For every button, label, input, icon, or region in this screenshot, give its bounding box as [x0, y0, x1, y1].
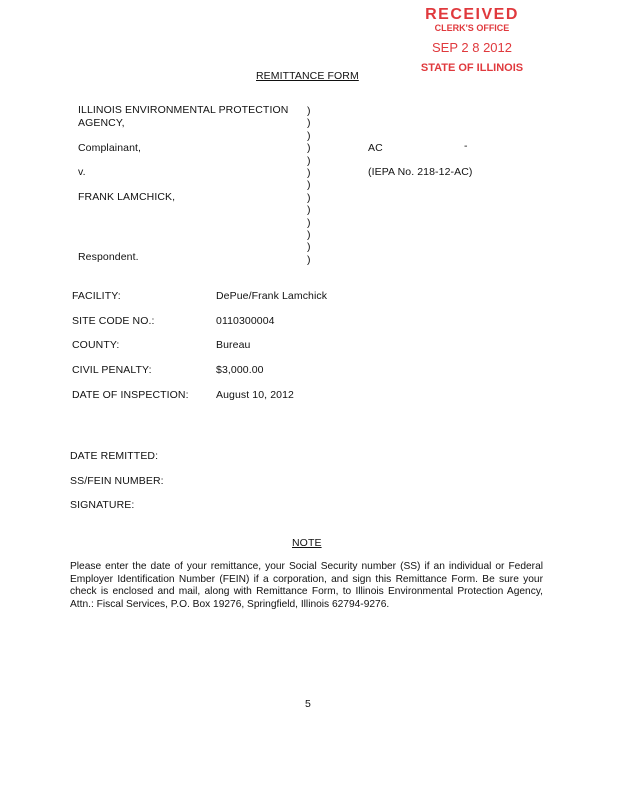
field-label: DATE OF INSPECTION: — [72, 389, 189, 401]
agency-name-line2: AGENCY, — [78, 117, 125, 129]
field-value: $3,000.00 — [216, 364, 264, 376]
paren: ) — [307, 191, 311, 204]
stamp-office-text: CLERK'S OFFICE — [434, 23, 510, 33]
paren: ) — [307, 117, 311, 130]
iepa-number: (IEPA No. 218-12-AC) — [368, 166, 473, 178]
stamp-date-text: SEP 2 8 2012 — [432, 40, 512, 55]
field-value: 0110300004 — [216, 315, 275, 327]
paren: ) — [307, 216, 311, 229]
page-number: 5 — [305, 698, 311, 710]
respondent-label: Respondent. — [78, 251, 139, 263]
stamp-received-text: RECEIVED — [425, 6, 519, 23]
case-number-dash: - — [464, 140, 468, 152]
note-heading: NOTE — [292, 537, 322, 549]
versus-label: v. — [78, 166, 86, 178]
paren: ) — [307, 142, 311, 155]
case-number-prefix: AC — [368, 142, 383, 154]
paren: ) — [307, 241, 311, 254]
paren: ) — [307, 179, 311, 192]
received-stamp — [402, 6, 542, 74]
form-title: REMITTANCE FORM — [256, 70, 359, 82]
field-value: DePue/Frank Lamchick — [216, 290, 328, 302]
paren: ) — [307, 228, 311, 241]
signature-label: SIGNATURE: — [70, 499, 135, 511]
field-value: August 10, 2012 — [216, 389, 294, 401]
agency-name-line1: ILLINOIS ENVIRONMENTAL PROTECTION — [78, 104, 289, 116]
stamp-state-text: STATE OF ILLINOIS — [420, 62, 524, 74]
paren: ) — [307, 204, 311, 217]
paren: ) — [307, 154, 311, 167]
complainant-label: Complainant, — [78, 142, 142, 154]
date-remitted-label: DATE REMITTED: — [70, 450, 159, 462]
field-label: COUNTY: — [72, 339, 120, 351]
respondent-name: FRANK LAMCHICK, — [78, 191, 176, 203]
paren: ) — [307, 166, 311, 179]
caption-parentheses — [307, 105, 315, 266]
ss-fein-label: SS/FEIN NUMBER: — [70, 475, 164, 487]
paren: ) — [307, 253, 311, 266]
field-label: SITE CODE NO.: — [72, 315, 155, 327]
field-value: Bureau — [216, 339, 251, 351]
paren: ) — [307, 129, 311, 142]
field-label: FACILITY: — [72, 290, 121, 302]
paren: ) — [307, 105, 311, 117]
field-label: CIVIL PENALTY: — [72, 364, 152, 376]
note-body: Please enter the date of your remittance, your Social Security number (SS) if an individual or Federal Employer Identification Number (FEIN) if a corporation, and sign this Remittance Form. Be sure your check is enclosed and mail, along with Remittance Form, to Illinois Environmental Protection Agency, Attn.: Fiscal Services, P.O. Box 19276, Springfield, Illinois 62794-9276. — [70, 561, 543, 610]
